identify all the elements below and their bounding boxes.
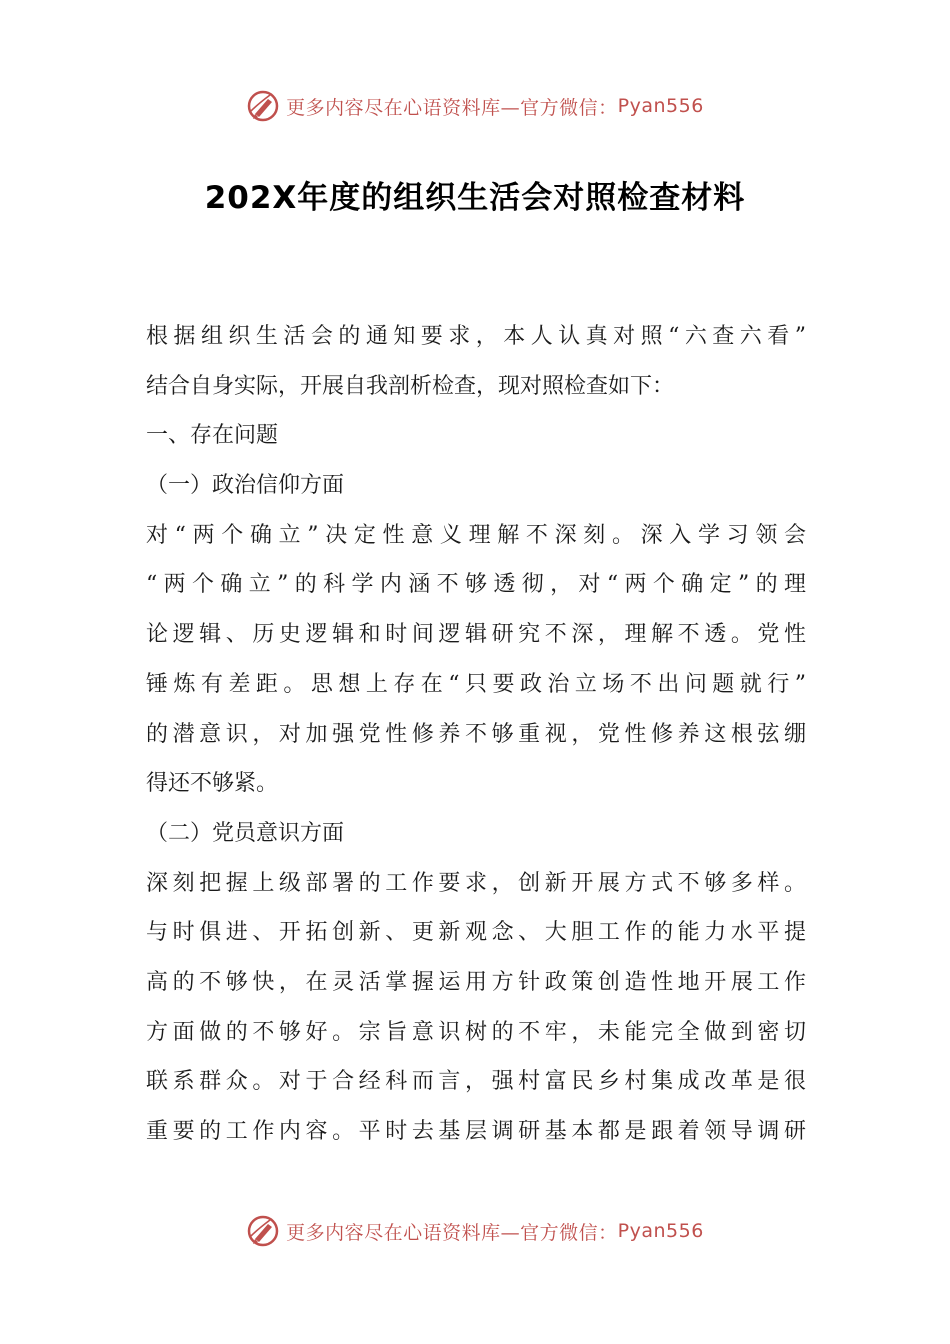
watermark-text: 更多内容尽在心语资料库—官方微信： [286,96,618,119]
body-line: 论逻辑、历史逻辑和时间逻辑研究不深，理解不透。党性 [146,622,806,648]
subsection-heading: （一）政治信仰方面 [146,473,345,499]
watermark-text: 更多内容尽在心语资料库—官方微信： [286,1221,618,1244]
body-line: 高的不够快，在灵活掌握运用方针政策创造性地开展工作 [146,969,806,995]
body-line: 深刻把握上级部署的工作要求，创新开展方式不够多样。 [146,870,806,896]
body-line: 联系群众。对于合经科而言，强村富民乡村集成改革是很 [146,1069,806,1095]
body-line: 的潜意识，对加强党性修养不够重视，党性修养这根弦绷 [146,721,806,747]
watermark-wechat-id: Pyan556 [617,1220,704,1242]
body-line: 对“两个确立”决定性意义理解不深刻。深入学习领会 [146,522,806,548]
header-watermark [0,86,950,126]
document-title: 202X年度的组织生活会对照检查材料 [204,180,746,216]
body-line: “两个确立”的科学内涵不够透彻，对“两个确定”的理 [146,572,806,598]
body-line: 方面做的不够好。宗旨意识树的不牢，未能完全做到密切 [146,1019,806,1045]
body-line: 与时俱进、开拓创新、更新观念、大胆工作的能力水平提 [146,920,806,946]
body-line: 根据组织生活会的通知要求，本人认真对照“六查六看” [146,324,806,349]
section-heading: 一、存在问题 [146,423,279,449]
watermark-wechat-id: Pyan556 [617,95,704,117]
body-line: 重要的工作内容。平时去基层调研基本都是跟着领导调研 [146,1119,806,1144]
pen-logo-icon [246,1214,280,1248]
subsection-heading: （二）党员意识方面 [146,820,345,846]
body-line: 锤炼有差距。思想上存在“只要政治立场不出问题就行” [146,671,806,697]
footer-watermark [0,1211,950,1251]
pen-logo-icon [246,89,280,123]
document-body [146,312,806,1157]
body-line: 结合自身实际，开展自我剖析检查，现对照检查如下： [146,373,675,399]
body-line: 得还不够紧。 [146,771,279,797]
